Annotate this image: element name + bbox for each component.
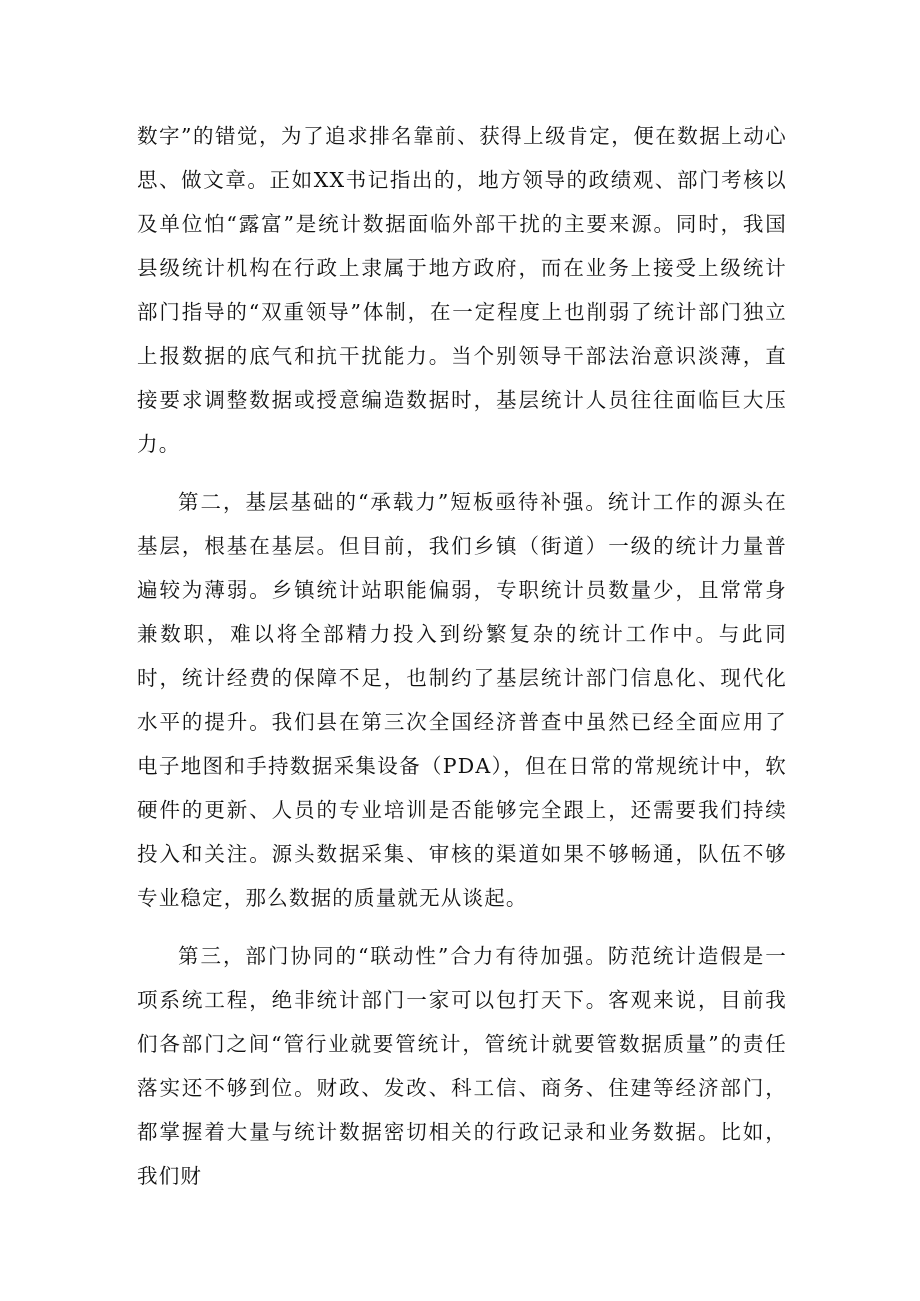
document-body (137, 114, 787, 1212)
paragraph-3: 第三，部门协同的“联动性”合力有待加强。防范统计造假是一项系统工程，绝非统计部门一家可以包打天下。客观来说，目前我们各部门之间“管行业就要管统计，管统计就要管数据质量”的责任落实还不够到位。财政、发改、科工信、商务、住建等经济部门，都掌握着大量与统计数据密切相关的行政记录和业务数据。比如，我们财 (137, 944, 787, 1188)
paragraph-1: 数字”的错觉，为了追求排名靠前、获得上级肯定，便在数据上动心思、做文章。正如XX书记指出的，地方领导的政绩观、部门考核以及单位怕“露富”是统计数据面临外部干扰的主要来源。同时，我国县级统计机构在行政上隶属于地方政府，而在业务上接受上级统计部门指导的“双重领导”体制，在一定程度上也削弱了统计部门独立上报数据的底气和抗干扰能力。当个别领导干部法治意识淡薄，直接要求调整数据或授意编造数据时，基层统计人员往往面临巨大压力。 (137, 124, 787, 456)
paragraph-2: 第二，基层基础的“承载力”短板亟待补强。统计工作的源头在基层，根基在基层。但目前，我们乡镇（街道）一级的统计力量普遍较为薄弱。乡镇统计站职能偏弱，专职统计员数量少，且常常身兼数职，难以将全部精力投入到纷繁复杂的统计工作中。与此同时，统计经费的保障不足，也制约了基层统计部门信息化、现代化水平的提升。我们县在第三次全国经济普查中虽然已经全面应用了电子地图和手持数据采集设备（PDA），但在日常的常规统计中，软硬件的更新、人员的专业培训是否能够完全跟上，还需要我们持续投入和关注。源头数据采集、审核的渠道如果不够畅通，队伍不够专业稳定，那么数据的质量就无从谈起。 (137, 490, 787, 910)
